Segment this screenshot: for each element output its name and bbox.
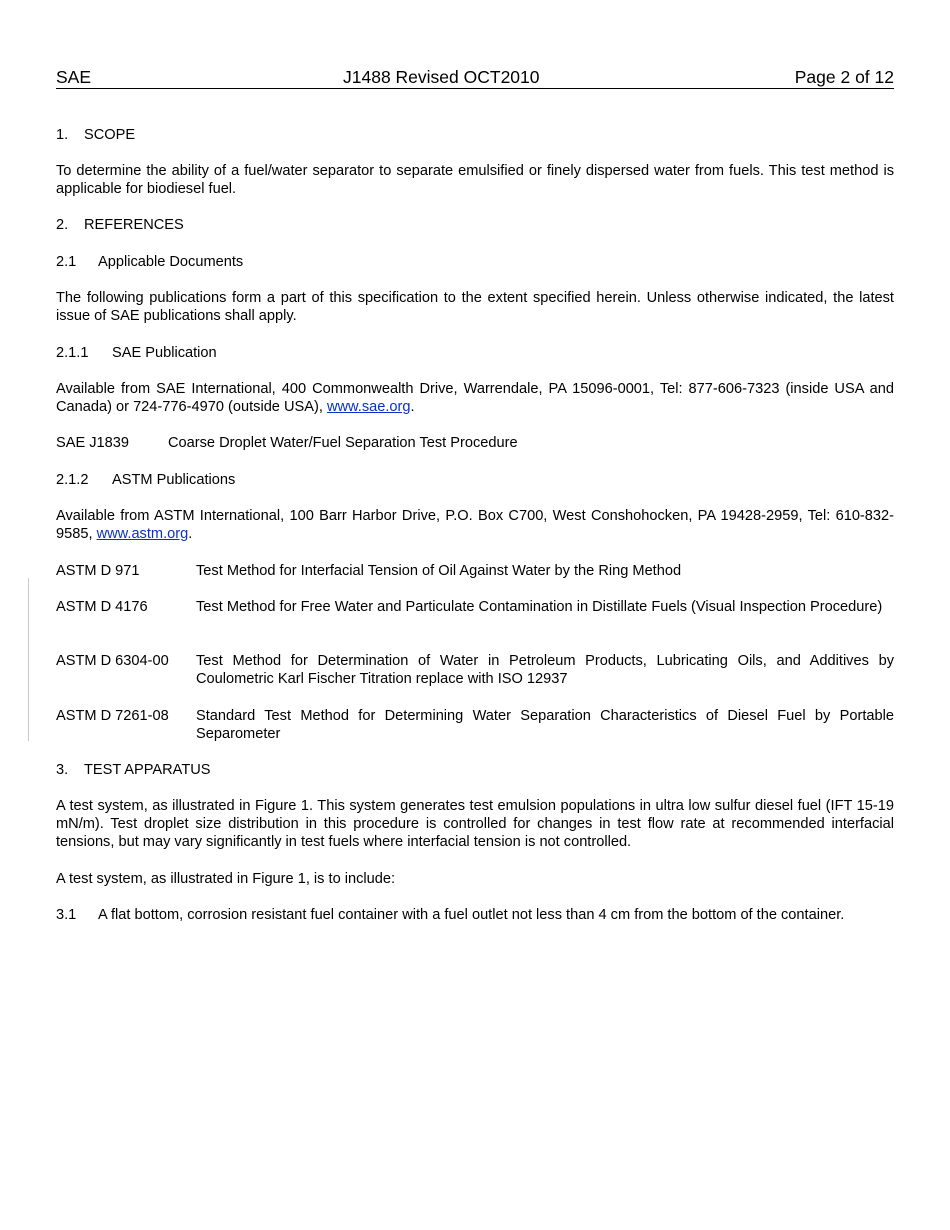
reference-description: Standard Test Method for Determining Water Separation Characteristics of Diesel Fuel by Portable Separometer (196, 708, 894, 742)
reference-code: ASTM D 971 (56, 563, 140, 579)
astm-availability-paragraph (56, 507, 894, 543)
reference-description: Test Method for Determination of Water in Petroleum Products, Lubricating Oils, and Additives by Coulometric Karl Fischer Titration replace with ISO 12937 (196, 653, 894, 687)
reference-code: ASTM D 4176 (56, 599, 148, 615)
reference-description: Test Method for Free Water and Particulate Contamination in Distillate Fuels (Visual Inspection Procedure) (196, 599, 883, 615)
header-document-id: J1488 Revised OCT2010 (343, 67, 540, 87)
section-number: 1. (56, 127, 69, 143)
subsection-number: 2.1.1 (56, 345, 89, 361)
section-heading-scope (56, 126, 894, 144)
subsection-number: 2.1.2 (56, 472, 89, 488)
apparatus-item-3-1 (56, 906, 894, 924)
test-system-intro: A test system, as illustrated in Figure 1, is to include: (56, 871, 396, 887)
sae-website-link[interactable]: www.sae.org (326, 399, 411, 415)
reference-item (56, 652, 894, 688)
reference-description: Coarse Droplet Water/Fuel Separation Test Procedure (168, 435, 518, 451)
change-bar (28, 578, 29, 741)
scope-paragraph: To determine the ability of a fuel/water separator to separate emulsified or finely dispersed water from fuels. This test method is applicable for biodiesel fuel. (56, 163, 894, 197)
sae-availability-paragraph (56, 380, 894, 416)
item-number: 3.1 (56, 907, 77, 923)
section-heading-references (56, 216, 894, 234)
astm-availability-period: . (188, 526, 193, 542)
section-number: 3. (56, 762, 69, 778)
reference-item (56, 598, 894, 634)
subsection-title: SAE Publication (112, 345, 217, 361)
sae-availability-period: . (410, 399, 415, 415)
page-header (56, 67, 894, 89)
reference-code: ASTM D 6304-00 (56, 653, 169, 669)
subsection-number: 2.1 (56, 254, 77, 270)
test-apparatus-paragraph: A test system, as illustrated in Figure 1. This system generates test emulsion populations in ultra low sulfur diesel fuel (IFT 15-19 mN/m). Test droplet size distribution in this procedure is controlled for changes in test flow rate at recommended interfacial tensions, but may vary significantly in test fuels where interfacial tension is not controlled. (56, 798, 894, 850)
section-title: SCOPE (84, 127, 136, 143)
reference-item (56, 707, 894, 743)
subsection-heading-astm-publications (56, 471, 894, 489)
astm-availability-text: Available from ASTM International, 100 Barr Harbor Drive, P.O. Box C700, West Conshohocken, PA 19428-2959, Tel: 610-832-9585, (56, 508, 894, 542)
header-organization: SAE (56, 67, 92, 87)
subsection-heading-sae-publication (56, 344, 894, 362)
section-number: 2. (56, 217, 69, 233)
subsection-title: ASTM Publications (112, 472, 236, 488)
reference-description: Test Method for Interfacial Tension of Oil Against Water by the Ring Method (196, 563, 682, 579)
reference-code: SAE J1839 (56, 435, 130, 451)
reference-item (56, 562, 894, 580)
astm-website-link[interactable]: www.astm.org (96, 526, 189, 542)
sae-availability-text: Available from SAE International, 400 Commonwealth Drive, Warrendale, PA 15096-0001, Tel: 877-606-7323 (inside USA and Canada) or 724-776-4970 (outside USA), (56, 381, 894, 415)
item-text: A flat bottom, corrosion resistant fuel container with a fuel outlet not less than 4 cm from the bottom of the container. (98, 907, 845, 923)
subsection-title: Applicable Documents (98, 254, 244, 270)
subsection-heading-applicable-documents (56, 253, 894, 271)
header-page-number: Page 2 of 12 (794, 67, 894, 87)
section-heading-test-apparatus (56, 761, 894, 779)
applicable-documents-paragraph: The following publications form a part of this specification to the extent specified herein. Unless otherwise indicated, the latest issue of SAE publications shall apply. (56, 290, 894, 324)
section-title: REFERENCES (84, 217, 184, 233)
reference-code: ASTM D 7261-08 (56, 708, 169, 724)
section-title: TEST APPARATUS (84, 762, 211, 778)
